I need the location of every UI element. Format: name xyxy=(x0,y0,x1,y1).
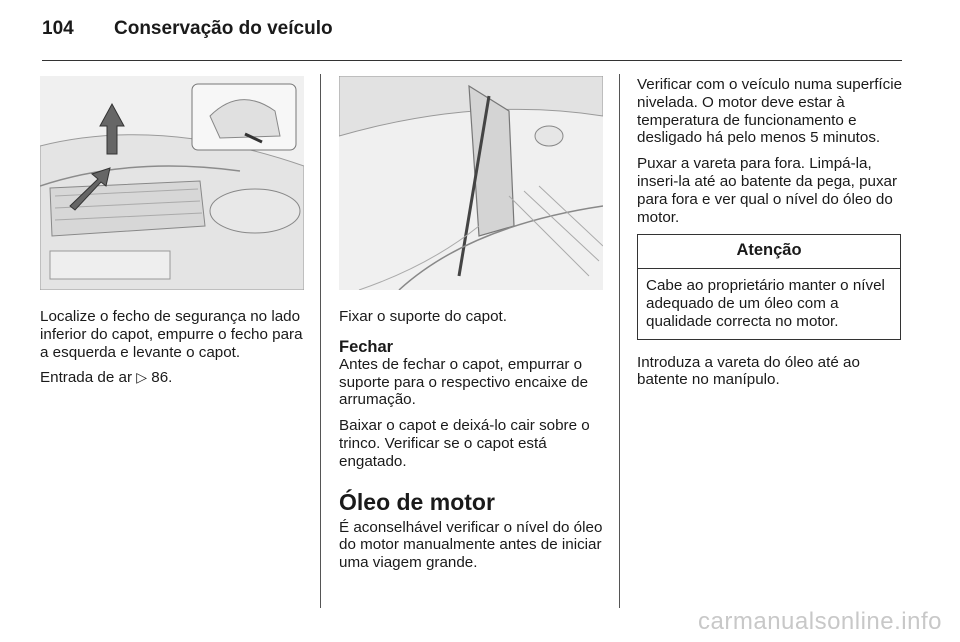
air-intake-reference xyxy=(40,369,308,387)
air-intake-label: Entrada de ar xyxy=(40,369,133,387)
check-conditions: Verificar com o veículo numa superfície nivelada. O motor deve estar à temperatura de funcionamento e desligado há pelo menos 5 minutos. xyxy=(637,76,903,147)
column-2 xyxy=(339,76,609,580)
hood-release-figure xyxy=(40,76,304,290)
header-rule xyxy=(42,60,902,61)
hood-release-drawing xyxy=(40,76,304,290)
page-number: 104 xyxy=(42,18,74,39)
attention-title: Atenção xyxy=(638,235,900,269)
hood-support-figure xyxy=(339,76,603,290)
closing-subheading: Fechar xyxy=(339,337,394,356)
fix-support-instruction: Fixar o suporte do capot. xyxy=(339,308,507,325)
column-divider xyxy=(619,74,620,608)
engine-oil-heading: Óleo de motor xyxy=(339,488,495,515)
reinsert-dipstick: Introduza a vareta do óleo até ao batente no manípulo. xyxy=(637,353,860,389)
column-divider xyxy=(320,74,321,608)
page-header xyxy=(42,18,333,48)
column-1 xyxy=(40,76,308,395)
page-title: Conservação do veículo xyxy=(114,18,333,39)
column-3 xyxy=(637,76,903,397)
attention-callout xyxy=(637,234,901,339)
engine-oil-intro: É aconselhável verificar o nível do óleo do motor manualmente antes de iniciar uma viagem grande. xyxy=(339,518,603,572)
attention-body: Cabe ao proprietário manter o nível adequado de um óleo com a qualidade correcta no motor. xyxy=(646,277,885,330)
closing-instruction-2: Baixar o capot e deixá-lo cair sobre o trinco. Verificar se o capot está engatado. xyxy=(339,417,590,470)
page-reference-icon: ▷ xyxy=(136,369,148,386)
watermark: carmanualsonline.info xyxy=(698,608,942,635)
air-intake-page[interactable]: 86. xyxy=(151,369,173,387)
dipstick-procedure: Puxar a vareta para fora. Limpá-la, inseri-la até ao batente da pega, puxar para fora e ver qual o nível do óleo do motor. xyxy=(637,155,898,226)
hood-support-drawing xyxy=(339,76,603,290)
closing-instruction-1: Antes de fechar o capot, empurrar o suporte para o respectivo encaixe de arrumação. xyxy=(339,355,589,409)
hood-release-instructions: Localize o fecho de segurança no lado inferior do capot, empurre o fecho para a esquerda e levante o capot. xyxy=(40,308,303,361)
